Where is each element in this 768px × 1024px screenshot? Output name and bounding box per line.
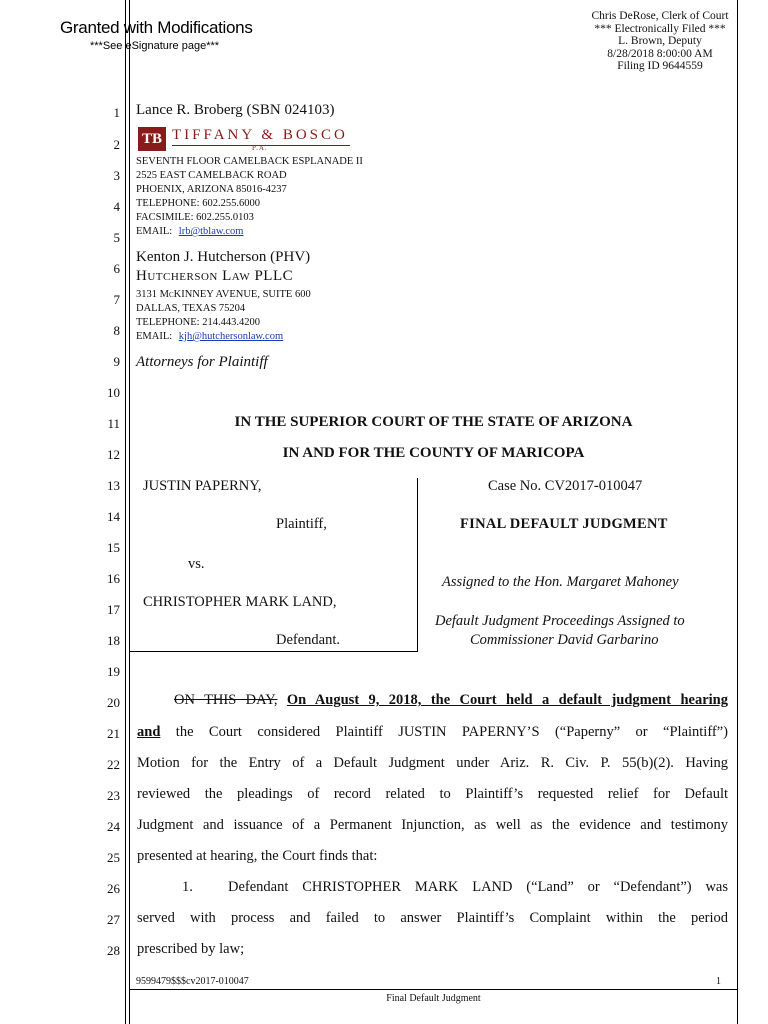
caption-divider-vertical (417, 478, 418, 651)
clerk-line: Chris DeRose, Clerk of Court (591, 10, 729, 22)
attorney-2-address (136, 288, 311, 344)
line-number: 9 (113, 354, 120, 369)
footer-page-number: 1 (716, 976, 721, 987)
body-line-25: presented at hearing, the Court finds that: (137, 848, 378, 864)
inserted-text-and: and (137, 724, 161, 740)
firm-logo-name: TIFFANY & BOSCO (172, 127, 348, 143)
footer-document-id: 9599479$$$cv2017-010047 (136, 976, 249, 987)
clerk-line: 8/28/2018 8:00:00 AM (607, 47, 713, 60)
line-number: 3 (113, 168, 120, 183)
line-number: 13 (107, 478, 120, 493)
clerk-line: Filing ID 9644559 (617, 60, 703, 72)
line-number: 22 (107, 757, 120, 772)
proceedings-line-1: Default Judgment Proceedings Assigned to (435, 613, 685, 629)
line-number: 28 (107, 943, 120, 958)
line-number: 21 (107, 726, 120, 741)
proceedings-line-2: Commissioner David Garbarino (470, 632, 659, 648)
line-number: 16 (107, 571, 120, 586)
caption-plaintiff-name: JUSTIN PAPERNY, (143, 478, 262, 494)
firm-logo-pa: P.A. (252, 144, 268, 152)
assigned-judge: Assigned to the Hon. Margaret Mahoney (442, 574, 679, 590)
body-line-26: Defendant CHRISTOPHER MARK LAND (“Land” or “Defendant”) was (228, 879, 728, 895)
line-number: 6 (113, 261, 120, 276)
body-line-23: reviewed the pleadings of record related to Plaintiff’s requested relief for Default (137, 786, 728, 802)
clerk-line: L. Brown, Deputy (618, 35, 702, 47)
left-margin-rule-1 (125, 0, 126, 1024)
attorney-2-email-link[interactable]: kjh@hutchersonlaw.com (178, 331, 284, 342)
document-title: FINAL DEFAULT JUDGMENT (460, 516, 668, 532)
line-number: 24 (107, 819, 120, 834)
line-number: 23 (107, 788, 120, 803)
body-line-21 (137, 724, 728, 741)
line-number: 12 (107, 447, 120, 462)
body-line-28: prescribed by law; (137, 941, 245, 957)
body-line-20 (137, 692, 728, 709)
left-margin-rule-2 (129, 0, 130, 1024)
attorneys-for: Attorneys for Plaintiff (136, 354, 268, 370)
attorney-1-email-link[interactable]: lrb@tblaw.com (178, 226, 244, 237)
court-heading-line-2: IN AND FOR THE COUNTY OF MARICOPA (282, 445, 585, 461)
attorney-1-name: Lance R. Broberg (SBN 024103) (136, 102, 335, 118)
email-label: EMAIL: (136, 331, 173, 342)
email-label: EMAIL: (136, 226, 173, 237)
case-number: Case No. CV2017-010047 (488, 478, 643, 494)
line-number: 10 (107, 385, 120, 400)
line-number: 20 (107, 695, 120, 710)
clerk-filing-block (560, 10, 760, 73)
line-number: 27 (107, 912, 120, 927)
attorney-2-name: Kenton J. Hutcherson (PHV) (136, 249, 311, 265)
right-margin-rule (737, 0, 738, 1024)
body-line-22: Motion for the Entry of a Default Judgment under Ariz. R. Civ. P. 55(b)(2). Having (137, 755, 728, 771)
email-line (136, 330, 311, 344)
caption-defendant-name: CHRISTOPHER MARK LAND, (143, 594, 337, 610)
attorney-1-address (136, 155, 363, 239)
address-line: 3131 McKINNEY AVENUE, SUITE 600 (136, 289, 311, 300)
line-number: 8 (113, 323, 120, 338)
body-line-27: served with process and failed to answer Plaintiff’s Complaint within the period (137, 910, 728, 926)
footer-rule (130, 989, 737, 990)
body-text: the Court considered Plaintiff JUSTIN PAPERNY’S (“Paperny” or “Plaintiff”) (175, 724, 728, 740)
ruling-stamp-subtitle: ***See eSignature page*** (90, 40, 220, 52)
caption-defendant-role: Defendant. (276, 632, 341, 648)
address-line: TELEPHONE: 602.255.6000 (136, 198, 260, 209)
address-line: DALLAS, TEXAS 75204 (136, 303, 246, 314)
line-number: 5 (113, 230, 120, 245)
line-number: 4 (113, 199, 120, 214)
caption-vs: vs. (188, 556, 205, 572)
court-heading-line-1: IN THE SUPERIOR COURT OF THE STATE OF ARIZONA (234, 414, 633, 430)
attorney-2-firm: Hutcherson Law PLLC (136, 268, 294, 284)
ruling-stamp-title: Granted with Modifications (60, 18, 253, 37)
line-number: 25 (107, 850, 120, 865)
address-line: TELEPHONE: 214.443.4200 (136, 317, 260, 328)
line-number: 26 (107, 881, 120, 896)
paragraph-1-number: 1. (182, 879, 193, 895)
firm-logo-mark: TB (138, 127, 166, 151)
address-line: SEVENTH FLOOR CAMELBACK ESPLANADE II (136, 156, 363, 167)
struck-text: ON THIS DAY, (174, 692, 278, 708)
email-line (136, 225, 363, 239)
address-line: FACSIMILE: 602.255.0103 (136, 212, 254, 223)
address-line: 2525 EAST CAMELBACK ROAD (136, 170, 287, 181)
address-line: PHOENIX, ARIZONA 85016-4237 (136, 184, 287, 195)
caption-plaintiff-role: Plaintiff, (276, 516, 327, 532)
line-number: 1 (113, 105, 120, 120)
line-number: 19 (107, 664, 120, 679)
body-line-24: Judgment and issuance of a Permanent Injunction, as well as the evidence and testimony (137, 817, 728, 833)
caption-divider-bottom (130, 651, 418, 652)
firm-logo (136, 127, 376, 153)
footer-title: Final Default Judgment (386, 993, 481, 1004)
line-number: 14 (107, 509, 120, 524)
line-number: 18 (107, 633, 120, 648)
line-number: 2 (113, 137, 120, 152)
line-number: 7 (113, 292, 120, 307)
inserted-text: On August 9, 2018, the Court held a default judgment hearing (286, 692, 728, 708)
clerk-line: *** Electronically Filed *** (594, 22, 726, 35)
line-number: 17 (107, 602, 120, 617)
line-number: 11 (107, 416, 120, 431)
line-number: 15 (107, 540, 120, 555)
